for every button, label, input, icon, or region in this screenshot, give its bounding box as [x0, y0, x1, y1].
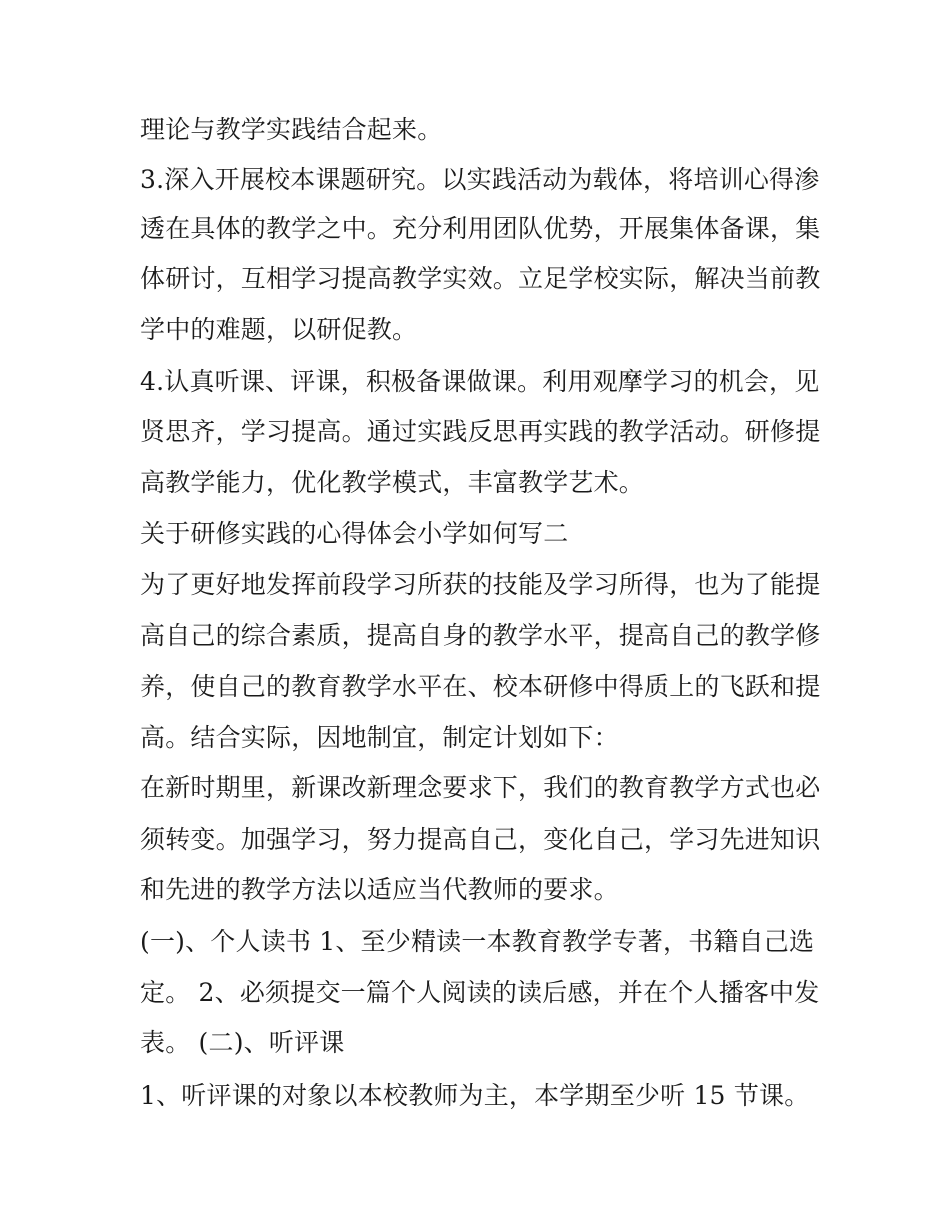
text-line: 1、听评课的对象以本校教师为主，本学期至少听 15 节课。	[140, 1081, 810, 1110]
section-heading: 关于研修实践的心得体会小学如何写二	[140, 519, 569, 548]
text-line: 须转变。加强学习，努力提高自己，变化自己，学习先进知识	[140, 825, 821, 854]
text-line: 学中的难题，以研促教。	[140, 315, 418, 344]
text-line: (一)、个人读书 1、至少精读一本教育教学专著，书籍自己选	[140, 927, 815, 956]
text-line: 贤思齐，学习提高。通过实践反思再实践的教学活动。研修提	[140, 417, 821, 446]
text-line: 在新时期里，新课改新理念要求下，我们的教育教学方式也必	[140, 773, 821, 802]
text-line: 3.深入开展校本课题研究。以实践活动为载体，将培训心得渗	[140, 165, 820, 194]
text-line: 透在具体的教学之中。充分利用团队优势，开展集体备课，集	[140, 214, 821, 243]
text-line: 高自己的综合素质，提高自身的教学水平，提高自己的教学修	[140, 621, 821, 650]
text-line: 为了更好地发挥前段学习所获的技能及学习所得，也为了能提	[140, 570, 821, 599]
text-line: 4.认真听课、评课，积极备课做课。利用观摩学习的机会，见	[140, 367, 820, 396]
text-line: 定。 2、必须提交一篇个人阅读的读后感，并在个人播客中发	[140, 978, 820, 1007]
text-line: 养，使自己的教育教学水平在、校本研修中得质上的飞跃和提	[140, 672, 821, 701]
text-line: 体研讨，互相学习提高教学实效。立足学校实际，解决当前教	[140, 264, 821, 293]
text-line: 表。 (二)、听评课	[140, 1028, 345, 1057]
text-line: 高。结合实际，因地制宜，制定计划如下：	[140, 723, 619, 752]
text-line: 和先进的教学方法以适应当代教师的要求。	[140, 875, 619, 904]
text-line: 高教学能力，优化教学模式，丰富教学艺术。	[140, 468, 645, 497]
text-line: 理论与教学实践结合起来。	[140, 115, 443, 144]
